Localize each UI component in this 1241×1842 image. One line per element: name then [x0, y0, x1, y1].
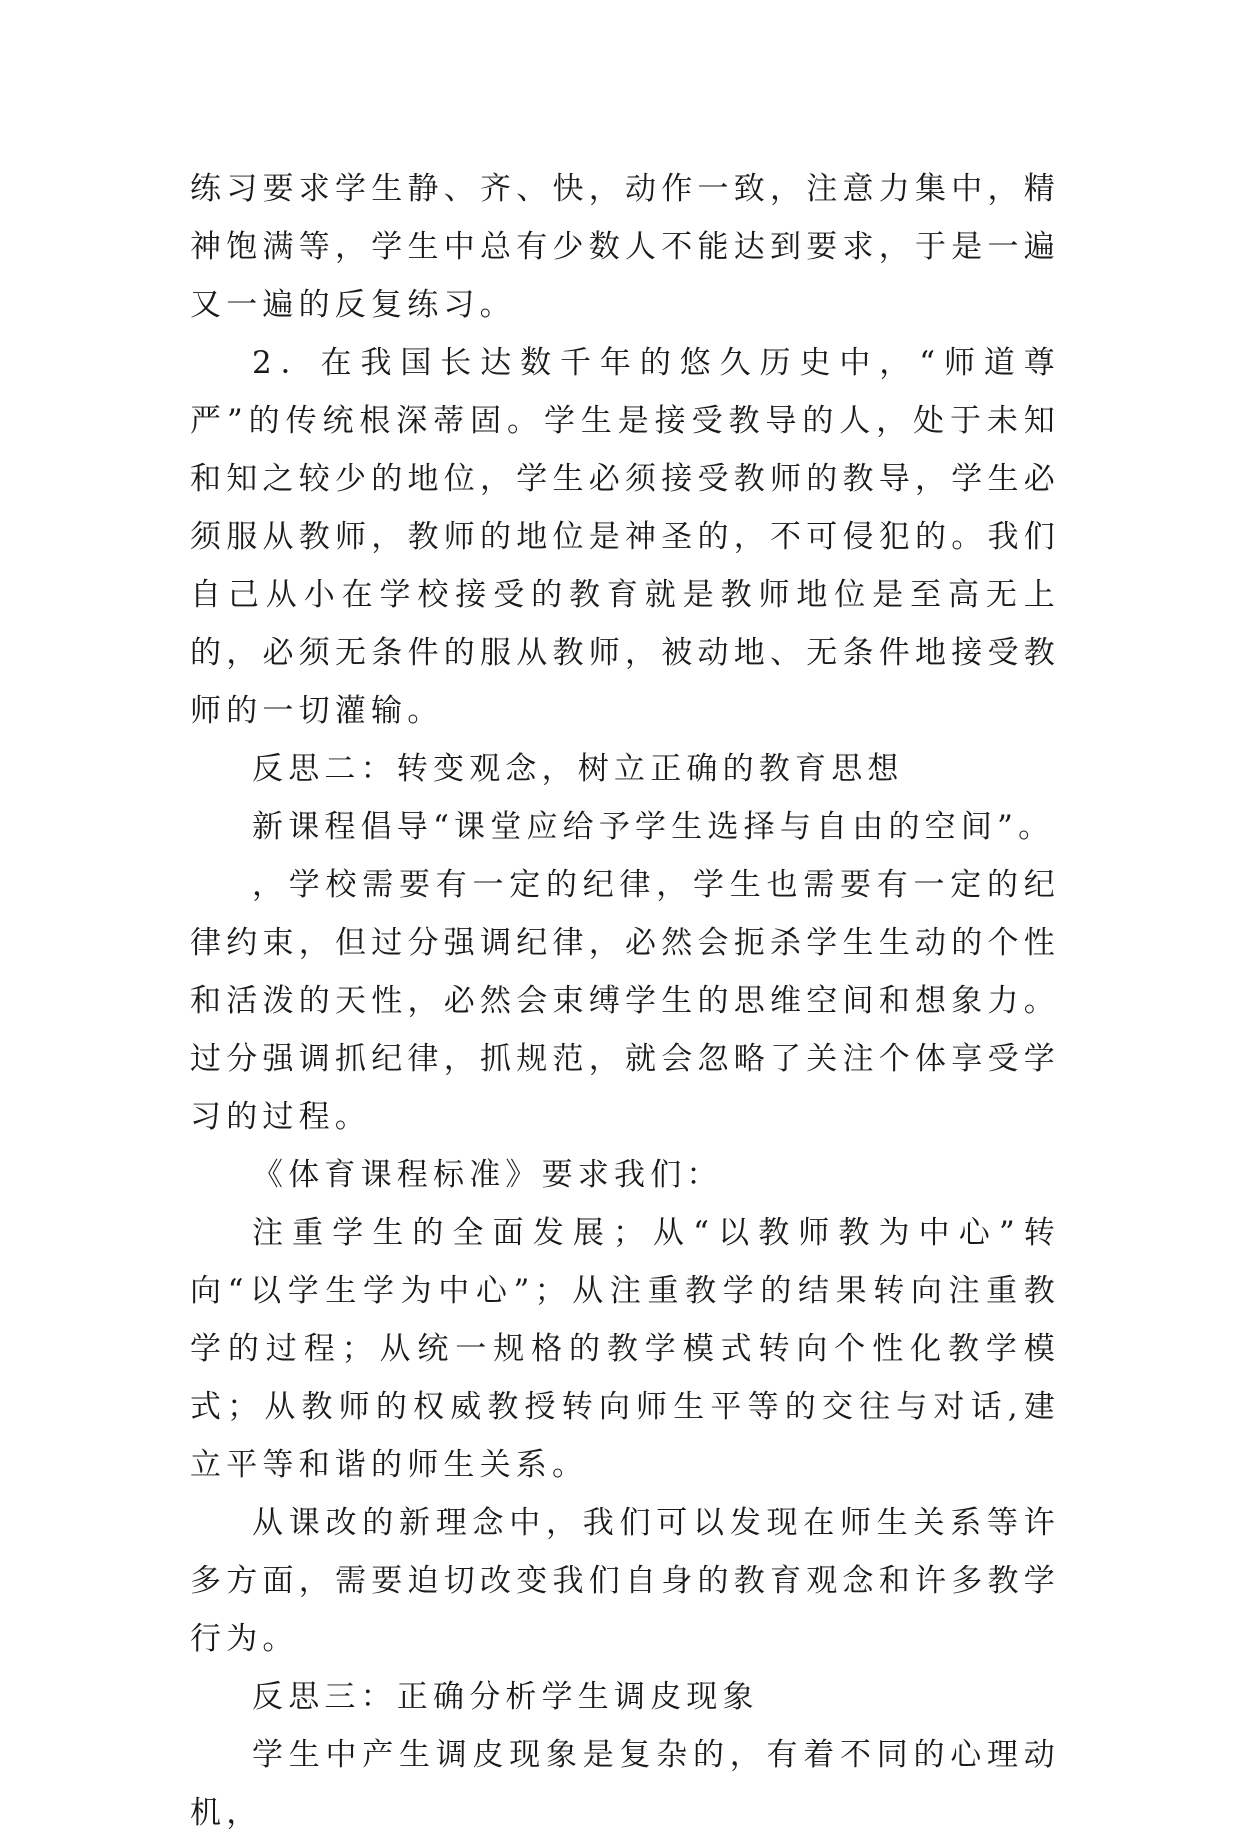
paragraph-discipline: ，学校需要有一定的纪律，学生也需要有一定的纪律约束，但过分强调纪律，必然会扼杀学生生动的个性和活泼的天性，必然会束缚学生的思维空间和想象力。过分强调抓纪律，抓规范，就会忽略了关注个体享受学习的过程。: [190, 867, 1060, 1135]
paragraph-mischief-analysis: 学生中产生调皮现象是复杂的，有着不同的心理动机，: [190, 1737, 1060, 1831]
paragraph-pe-standard-intro: 《体育课程标准》要求我们：: [252, 1157, 723, 1193]
document-body: [190, 160, 1060, 1842]
paragraph-new-curriculum: 新课程倡导“课堂应给予学生选择与自由的空间”。: [252, 809, 1055, 845]
paragraph-reform-concepts: 从课改的新理念中，我们可以发现在师生关系等许多方面，需要迫切改变我们自身的教育观念和许多教学行为。: [190, 1505, 1060, 1657]
section-heading-reflection-three: 反思三：正确分析学生调皮现象: [252, 1679, 759, 1715]
paragraph-practice-requirements: 练习要求学生静、齐、快，动作一致，注意力集中，精神饱满等，学生中总有少数人不能达到要求，于是一遍又一遍的反复练习。: [190, 171, 1060, 323]
section-heading-reflection-two: 反思二：转变观念，树立正确的教育思想: [252, 751, 904, 787]
paragraph-teacher-authority: 2．在我国长达数千年的悠久历史中，“师道尊严”的传统根深蒂固。学生是接受教导的人，处于未知和知之较少的地位，学生必须接受教师的教导，学生必须服从教师，教师的地位是神圣的，不可侵犯的。我们自己从小在学校接受的教育就是教师地位是至高无上的，必须无条件的服从教师，被动地、无条件地接受教师的一切灌输。: [190, 345, 1060, 729]
paragraph-pe-standard-points: 注重学生的全面发展；从“以教师教为中心”转向“以学生学为中心”；从注重教学的结果转向注重教学的过程；从统一规格的教学模式转向个性化教学模式；从教师的权威教授转向师生平等的交往与对话,建立平等和谐的师生关系。: [190, 1215, 1060, 1483]
